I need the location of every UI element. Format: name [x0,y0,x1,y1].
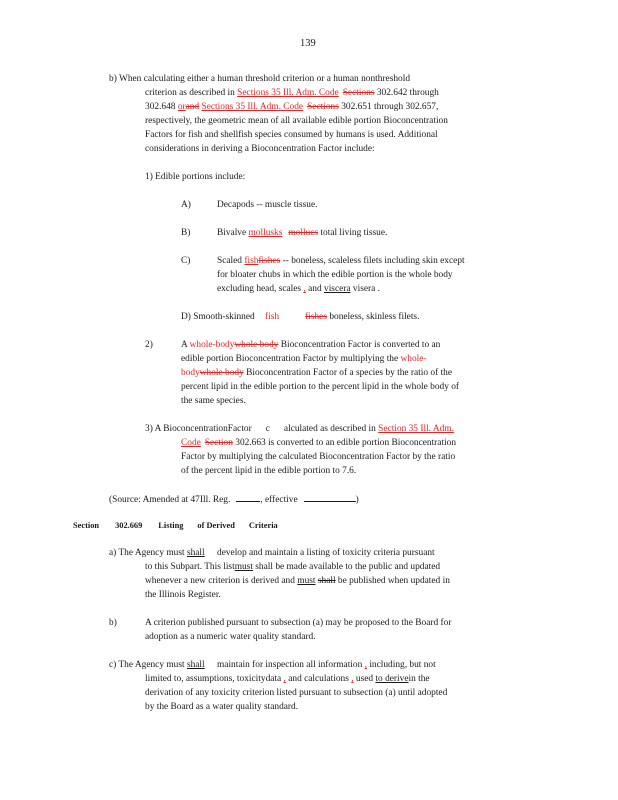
text: in [408,674,416,684]
section-title: of Derived [197,521,235,530]
deleted-text: fishes [305,312,327,322]
inserted-text: , [303,284,306,294]
deleted-text: Sections [307,102,339,112]
para-a-line [145,561,440,573]
inserted-text: whole- [400,354,427,364]
text: A [181,340,190,350]
para-b-line: Factors for fish and shellfish species consumed by humans is used. Additional [145,130,438,140]
para-c-line [145,673,430,685]
underlined-text: shall [186,660,205,670]
inserted-text: fish [244,256,259,266]
text: D) Smooth-skinned [181,312,258,322]
item-text [217,283,380,295]
para-c-line: derivation of any toxicity criterion listed pursuant to subsection (a) until adopted [145,688,448,698]
deleted-text: whole body [199,368,244,378]
item-label: b) [109,618,117,628]
text: maintain for inspection all information [214,660,365,670]
item-text [217,227,387,239]
deleted-text: Sections [342,88,375,98]
item-label: A) [181,200,191,210]
page-number: 139 [300,38,316,49]
para-b-line [145,101,438,113]
text: , effective [260,495,298,505]
text: to this Subpart. This list [145,562,235,572]
item-text [145,423,454,435]
section-heading [73,520,278,532]
para-c-line [109,659,436,671]
item-text [217,255,465,267]
text: shall be made available to the public and updated [252,562,441,572]
item-text [181,339,440,351]
para-a-line [109,547,435,559]
edible-heading: 1) Edible portions include: [145,172,246,182]
text: be published when updated in [335,576,450,586]
section-title: Listing [158,521,184,530]
inserted-text: mollusks [248,228,283,238]
para-b-line: considerations in deriving a Bioconcentration Factor include: [145,144,375,154]
deleted-text: mollucs [288,228,319,238]
section-number: 302.669 [115,521,143,530]
para-b-line: b) When calculating either a human threshold criterion or a human nonthreshold [109,74,411,84]
inserted-text: , [283,674,286,684]
para-b-line: respectively, the geometric mean of all available edible portion Bioconcentration [145,116,448,126]
inserted-text: , [351,674,354,684]
text: criterion as described in [145,88,238,98]
underlined-text: shall [186,548,205,558]
inserted-text: whole-body [189,340,235,350]
para-b-line [145,87,439,99]
text: . [377,284,380,294]
source-note [109,492,359,506]
text: 302.642 through [374,88,439,98]
text: 302.663 is converted to an edible portion Bioconcentration [232,438,457,448]
item-text [181,353,427,365]
inserted-text: Code [181,438,201,448]
text: develop and maintain a listing of toxicity criteria pursuant [214,548,435,558]
item-text [181,437,456,449]
text: excluding head, scales [217,284,304,294]
item-text: Factor by multiplying the calculated Bioconcentration Factor by the ratio [181,452,456,462]
text: Bivalve [217,228,249,238]
item-text: Decapods -- muscle tissue. [217,200,318,210]
item-text: percent lipid in the edible portion to the percent lipid in the whole body of [181,382,460,392]
text: Bioconcentration Factor of a species by the ratio of the [243,368,453,378]
text: the [415,674,430,684]
deleted-text: and [185,102,200,112]
para-b2-line: adoption as a numeric water quality standard. [145,632,316,642]
text: 302.648 [145,102,178,112]
deleted-text: fishes [258,256,281,266]
item-text: the same species. [181,396,246,406]
text: including, but not [366,660,436,670]
underlined-text: viscera [324,284,351,294]
underlined-text: must [234,562,253,572]
item-label: 2) [145,340,153,350]
inserted-text: Sections 35 Ill. Adm. Code [237,88,339,98]
item-label: C) [181,256,191,266]
para-a-line [145,575,450,587]
text: boneless, skinless filets. [326,312,420,322]
inserted-text: or [177,102,186,112]
text: visera [350,284,378,294]
text: and [305,284,325,294]
deleted-text: whole body [234,340,279,350]
inserted-text: body [181,368,200,378]
text: and calculations [285,674,352,684]
text: -- boneless, scaleless filets including skin except [280,256,465,266]
text: c [265,424,270,434]
section-label: Section [73,521,100,530]
text: total living tissue. [318,228,388,238]
deleted-text: Section [204,438,233,448]
para-c-line: by the Board as a water quality standard. [145,702,299,712]
text: a) The Agency must [109,548,187,558]
blank-line [304,492,356,502]
inserted-text: , [364,660,367,670]
inserted-text: fish [265,312,280,322]
underlined-text: must [297,576,316,586]
text: limited to, assumptions, toxicitydata [145,674,284,684]
para-b2-line: A criterion published pursuant to subsection (a) may be proposed to the Board for [145,618,452,628]
text: 3) A BioconcentrationFactor [145,424,252,434]
blank-line [236,492,260,502]
para-a-line: the Illinois Register. [145,590,221,600]
item-text [181,367,452,379]
text: used [353,674,376,684]
item-label: B) [181,228,191,238]
item-text: of the percent lipid in the edible portion to 7.6. [181,466,357,476]
text: whenever a new criterion is derived and [145,576,298,586]
text: Bioconcentration Factor is converted to an [278,340,441,350]
section-title: Criteria [248,521,278,530]
text: alculated as described in [283,424,379,434]
inserted-text: Section 35 Ill. Adm. [378,424,454,434]
text: ) [355,495,359,505]
text: edible portion Bioconcentration Factor by multiplying the [181,354,401,364]
text: Scaled [217,256,245,266]
underlined-text: to derive [375,674,409,684]
deleted-text: shall [317,576,336,586]
text: c) The Agency must [109,660,187,670]
item-text: for bloater chubs in which the edible portion is the whole body [217,270,453,280]
inserted-text: Sections 35 Ill. Adm. Code [201,102,304,112]
item-text [181,311,419,323]
text: 302.651 through 302.657, [338,102,439,112]
text: (Source: Amended at 47Ill. Reg. [109,495,231,505]
